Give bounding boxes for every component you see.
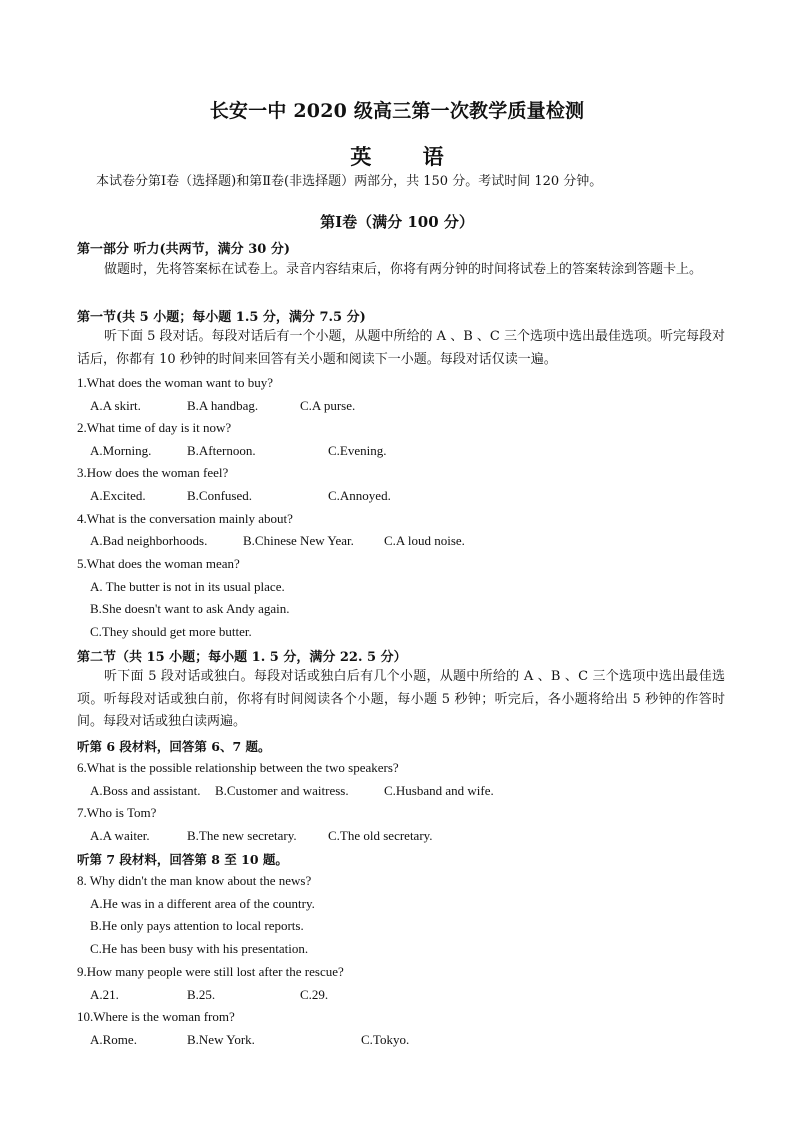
option-3b: B.Confused. (187, 488, 252, 503)
question-4: 4.What is the conversation mainly about? (77, 511, 293, 526)
option-1a: A.A skirt. (90, 398, 141, 413)
option-5c: C.They should get more butter. (90, 624, 252, 639)
option-4a: A.Bad neighborhoods. (90, 533, 208, 548)
option-4c: C.A loud noise. (384, 533, 465, 548)
option-4b: B.Chinese New Year. (243, 533, 354, 548)
option-1b: B.A handbag. (187, 398, 259, 413)
volume-1-title: 第Ⅰ卷（满分 100 分） (320, 213, 474, 231)
option-6a: A.Boss and assistant. (90, 783, 201, 798)
question-10: 10.Where is the woman from? (77, 1009, 235, 1024)
material-7-label: 听第 7 段材料，回答第 8 至 10 题。 (77, 852, 288, 867)
question-3: 3.How does the woman feel? (77, 465, 229, 480)
option-7b: B.The new secretary. (187, 828, 297, 843)
question-9: 9.How many people were still lost after the rescue? (77, 964, 344, 979)
option-2c: C.Evening. (328, 443, 387, 458)
question-8: 8. Why didn't the man know about the news? (77, 873, 312, 888)
question-5: 5.What does the woman mean? (77, 556, 240, 571)
option-9c: C.29. (300, 987, 329, 1002)
option-10c: C.Tokyo. (361, 1032, 410, 1047)
option-7a: A.A waiter. (90, 828, 150, 843)
option-6b: B.Customer and waitress. (215, 783, 349, 798)
section-2-instructions: 听下面 5 段对话或独白。每段对话或独白后有几个小题，从题中所给的 A 、B 、C 三个选项中选出最佳选项。听每段对话或独白前，你将有时间阅读各个小题，每小题 5 秒钟；听完后，各小题将给出 5 秒钟的作答时间。每段对话或独白读两遍。 (77, 669, 725, 730)
option-1c: C.A purse. (300, 398, 356, 413)
material-6-label: 听第 6 段材料，回答第 6、7 题。 (77, 739, 271, 754)
section-2-heading: 第二节（共 15 小题；每小题 1. 5 分，满分 22. 5 分） (77, 650, 407, 665)
option-5b: B.She doesn't want to ask Andy again. (90, 601, 290, 616)
option-10a: A.Rome. (90, 1032, 137, 1047)
option-7c: C.The old secretary. (328, 828, 433, 843)
option-5a: A. The butter is not in its usual place. (90, 579, 285, 594)
option-8c: C.He has been busy with his presentation. (90, 941, 309, 956)
option-3c: C.Annoyed. (328, 488, 391, 503)
question-7: 7.Who is Tom? (77, 805, 157, 820)
option-6c: C.Husband and wife. (384, 783, 494, 798)
part-1-heading: 第一部分 听力(共两节，满分 30 分) (77, 242, 290, 257)
option-8b: B.He only pays attention to local reports. (90, 918, 304, 933)
option-2a: A.Morning. (90, 443, 152, 458)
exam-title: 长安一中 2020 级高三第一次教学质量检测 (209, 100, 585, 122)
section-1-heading: 第一节(共 5 小题；每小题 1.5 分，满分 7.5 分) (77, 310, 366, 325)
option-9a: A.21. (90, 987, 119, 1002)
option-10b: B.New York. (187, 1032, 255, 1047)
section-1-instructions: 听下面 5 段对话。每段对话后有一个小题，从题中所给的 A 、B 、C 三个选项中选出最佳选项。听完每段对话后，你都有 10 秒钟的时间来回答有关小题和阅读下一小题。每段对话仅读一遍。 (77, 329, 725, 367)
part-1-instructions: 做题时，先将答案标在试卷上。录音内容结束后，你将有两分钟的时间将试卷上的答案转涂到答题卡上。 (104, 262, 703, 277)
subject-title: 英 语 (350, 144, 466, 169)
question-1: 1.What does the woman want to buy? (77, 375, 274, 390)
option-9b: B.25. (187, 987, 216, 1002)
option-8a: A.He was in a different area of the country. (90, 896, 315, 911)
option-3a: A.Excited. (90, 488, 146, 503)
option-2b: B.Afternoon. (187, 443, 256, 458)
question-2: 2.What time of day is it now? (77, 420, 232, 435)
exam-intro: 本试卷分第Ⅰ卷（选择题)和第Ⅱ卷(非选择题）两部分，共 150 分。考试时间 120 分钟。 (96, 174, 603, 189)
question-6: 6.What is the possible relationship between the two speakers? (77, 760, 399, 775)
